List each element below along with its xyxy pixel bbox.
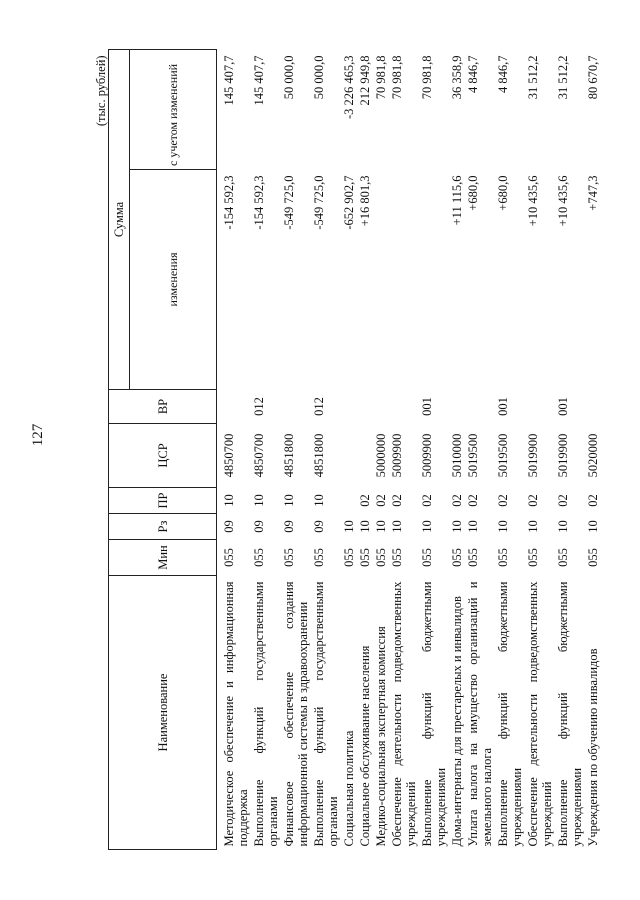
cell-csr: 4851800	[282, 433, 296, 478]
table-body	[217, 49, 601, 849]
cell-total: 80 670,7	[586, 55, 600, 100]
header-name: Наименование	[109, 576, 217, 850]
table-row	[356, 49, 372, 849]
cell-pr: 02	[390, 494, 404, 507]
table-row	[448, 49, 464, 849]
cell-pr: 02	[374, 494, 388, 507]
cell-total: 70 981,8	[390, 55, 404, 100]
cell-total: 70 981,8	[420, 55, 434, 100]
cell-name: Выполнение функций бюджетными учреждениями	[420, 581, 448, 847]
cell-min: 055	[450, 548, 464, 567]
cell-min: 055	[374, 548, 388, 567]
cell-name: Выполнение функций бюджетными учреждениями	[496, 581, 524, 847]
cell-csr: 4851800	[312, 433, 326, 478]
cell-min: 055	[496, 548, 510, 567]
table-row	[217, 49, 251, 849]
header-rz: Рз	[109, 514, 217, 540]
cell-pr: 02	[466, 494, 480, 507]
table-row	[280, 49, 310, 849]
cell-pr: 10	[252, 494, 266, 507]
header-csr: ЦСР	[109, 424, 217, 488]
cell-csr: 4850700	[252, 433, 266, 478]
cell-vr	[388, 390, 418, 424]
cell-change: +747,3	[586, 175, 600, 211]
cell-change: +10 435,6	[526, 175, 540, 227]
cell-change: -154 592,3	[252, 175, 266, 230]
cell-name: Обеспечение деятельности подведомственных учреждений	[526, 581, 554, 847]
cell-min: 055	[556, 548, 570, 567]
cell-vr	[584, 390, 600, 424]
page-number: 127	[30, 423, 46, 447]
cell-name: Выполнение функций государственными органами	[312, 581, 340, 847]
cell-change: +10 435,6	[556, 175, 570, 227]
cell-min: 055	[358, 548, 372, 567]
table-row	[584, 49, 600, 849]
cell-total: 31 512,2	[556, 55, 570, 100]
cell-vr: 001	[420, 397, 434, 416]
cell-vr	[340, 390, 356, 424]
cell-total: 4 846,7	[496, 55, 510, 93]
cell-name: Социальная политика	[342, 730, 356, 847]
header-changes: изменения	[130, 170, 217, 390]
cell-change: -549 725,0	[282, 175, 296, 230]
cell-change: -549 725,0	[312, 175, 326, 230]
header-with-changes: с учетом изменений	[130, 49, 217, 169]
cell-vr: 001	[496, 397, 510, 416]
cell-change: -154 592,3	[222, 175, 236, 230]
cell-rz: 09	[222, 520, 236, 533]
cell-vr	[280, 390, 310, 424]
cell-vr	[448, 390, 464, 424]
cell-total: 70 981,8	[374, 55, 388, 100]
header-min: Мин	[109, 540, 217, 576]
cell-min: 055	[282, 548, 296, 567]
cell-csr: 5019500	[466, 433, 480, 478]
cell-vr	[464, 390, 494, 424]
cell-rz: 09	[312, 520, 326, 533]
cell-vr	[356, 390, 372, 424]
cell-min: 055	[222, 548, 236, 567]
cell-pr: 02	[556, 494, 570, 507]
cell-total: 145 407,7	[252, 55, 266, 106]
cell-change	[388, 170, 418, 390]
cell-change	[418, 170, 448, 390]
cell-vr	[524, 390, 554, 424]
cell-name: Финансовое обеспечение создания информационной системы в здравоохранении	[282, 581, 310, 847]
cell-name: Уплата налога на имущество организаций и земельного налога	[466, 581, 494, 847]
cell-pr: 02	[450, 494, 464, 507]
cell-csr: 5009900	[390, 433, 404, 478]
table-row	[310, 49, 340, 849]
cell-min: 055	[390, 548, 404, 567]
cell-min: 055	[342, 548, 356, 567]
table-row	[250, 49, 280, 849]
cell-rz: 10	[390, 520, 404, 533]
cell-rz: 09	[252, 520, 266, 533]
cell-total: 145 407,7	[222, 55, 236, 106]
cell-name: Медико-социальная экспертная комиссия	[374, 626, 388, 847]
cell-csr: 5019500	[496, 433, 510, 478]
cell-min: 055	[312, 548, 326, 567]
cell-name: Методическое обеспечение и информационная поддержка	[222, 581, 250, 847]
cell-min: 055	[586, 548, 600, 567]
cell-pr: 02	[496, 494, 510, 507]
cell-csr: 5009900	[420, 433, 434, 478]
cell-total: 4 846,7	[466, 55, 480, 93]
cell-csr: 4850700	[222, 433, 236, 478]
cell-vr: 012	[312, 397, 326, 416]
cell-pr	[340, 488, 356, 514]
cell-rz: 10	[450, 520, 464, 533]
cell-change: +16 801,3	[358, 175, 372, 227]
cell-total: 36 358,9	[450, 55, 464, 100]
cell-min: 055	[252, 548, 266, 567]
header-vr: ВР	[109, 390, 217, 424]
table-row	[418, 49, 448, 849]
cell-vr: 001	[556, 397, 570, 416]
table-row	[554, 49, 584, 849]
cell-pr: 10	[282, 494, 296, 507]
cell-csr: 5010000	[450, 433, 464, 478]
header-sum: Сумма	[109, 49, 130, 389]
cell-pr: 10	[312, 494, 326, 507]
cell-vr	[372, 390, 388, 424]
cell-pr: 02	[526, 494, 540, 507]
cell-rz: 10	[374, 520, 388, 533]
cell-csr: 5000000	[374, 433, 388, 478]
cell-csr: 5020000	[586, 433, 600, 478]
cell-min: 055	[526, 548, 540, 567]
budget-table	[90, 49, 600, 850]
cell-pr: 10	[222, 494, 236, 507]
cell-rz: 09	[282, 520, 296, 533]
cell-change: +680,0	[496, 175, 510, 211]
cell-rz: 10	[466, 520, 480, 533]
cell-total: 50 000,0	[312, 55, 326, 100]
cell-pr: 02	[586, 494, 600, 507]
cell-total: -3 226 465,3	[342, 55, 356, 119]
cell-min: 055	[466, 548, 480, 567]
cell-change: -652 902,7	[342, 175, 356, 230]
cell-rz: 10	[556, 520, 570, 533]
cell-name: Учреждения по обучению инвалидов	[586, 648, 600, 847]
cell-rz: 10	[358, 520, 372, 533]
cell-csr	[340, 424, 356, 488]
cell-rz: 10	[526, 520, 540, 533]
cell-change: +680,0	[466, 175, 480, 211]
cell-total: 31 512,2	[526, 55, 540, 100]
cell-total: 212 949,8	[358, 55, 372, 106]
table-row	[388, 49, 418, 849]
cell-name: Выполнение функций бюджетными учреждениями	[556, 581, 584, 847]
cell-rz: 10	[496, 520, 510, 533]
cell-name: Социальное обслуживание населения	[358, 645, 372, 847]
cell-rz: 10	[420, 520, 434, 533]
cell-rz: 10	[342, 520, 356, 533]
cell-name: Выполнение функций государственными органами	[252, 581, 280, 847]
table-row	[372, 49, 388, 849]
cell-vr: 012	[252, 397, 266, 416]
unit-label: (тыс. рублей)	[94, 55, 108, 127]
cell-csr: 5019900	[556, 433, 570, 478]
header-pr: ПР	[109, 488, 217, 514]
cell-min: 055	[420, 548, 434, 567]
cell-pr: 02	[358, 494, 372, 507]
cell-name: Дома-интернаты для престарелых и инвалидов	[450, 596, 464, 847]
rotated-page	[90, 50, 600, 850]
cell-csr	[356, 424, 372, 488]
cell-csr: 5019900	[526, 433, 540, 478]
cell-change	[372, 170, 388, 390]
table-row	[524, 49, 554, 849]
cell-pr: 02	[420, 494, 434, 507]
cell-rz: 10	[586, 520, 600, 533]
table-row	[464, 49, 494, 849]
cell-name: Обеспечение деятельности подведомственных учреждений	[390, 581, 418, 847]
table-row	[340, 49, 356, 849]
cell-change: +11 115,6	[450, 175, 464, 226]
cell-total: 50 000,0	[282, 55, 296, 100]
cell-vr	[217, 390, 251, 424]
table-row	[494, 49, 524, 849]
